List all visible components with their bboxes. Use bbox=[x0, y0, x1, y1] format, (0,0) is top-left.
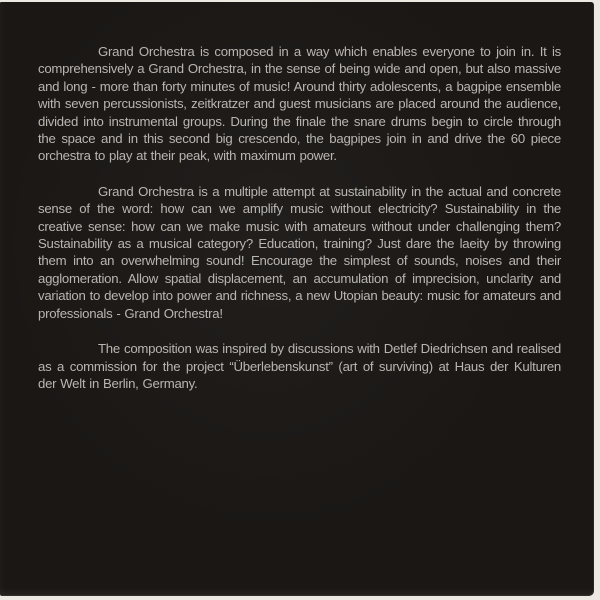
liner-notes-page bbox=[0, 2, 594, 596]
liner-notes-text-block bbox=[38, 43, 561, 392]
paragraph-commission-credit: The composition was inspired by discussions with Detlef Diedrichsen and realised as a commission for the project “Überlebenskunst” (art of surviving) at Haus der Kulturen der Welt in Berlin, Germany. bbox=[38, 341, 561, 391]
paragraph-grand-orchestra-composition: Grand Orchestra is composed in a way which enables everyone to join in. It is comprehensively a Grand Orchestra, in the sense of being wide and open, but also massive and long - more than forty minutes of music! Around thirty adolescents, a bagpipe ensemble with seven percussionists, zeitkratzer and guest musicians are placed around the audience, divided into instrumental groups. During the finale the snare drums begin to circle through the space and in this second big crescendo, the bagpipes join in and drive the 60 piece orchestra to play at their peak, with maximum power. bbox=[38, 44, 561, 164]
paragraph-sustainability: Grand Orchestra is a multiple attempt at sustainability in the actual and concrete sense of the word: how can we amplify music without electricity? Sustainability in the creative sense: how can we make music with amateurs without under challenging them? Sustainability as a musical category? Education, training? Just dare the laeity by throwing them into an overwhelming sound! Encourage the simplest of sounds, noises and their agglomeration. Allow spatial displacement, an accumulation of imprecision, unclarity and variation to develop into power and richness, a new Utopian beauty: music for amateurs and professionals - Grand Orchestra! bbox=[38, 183, 561, 321]
